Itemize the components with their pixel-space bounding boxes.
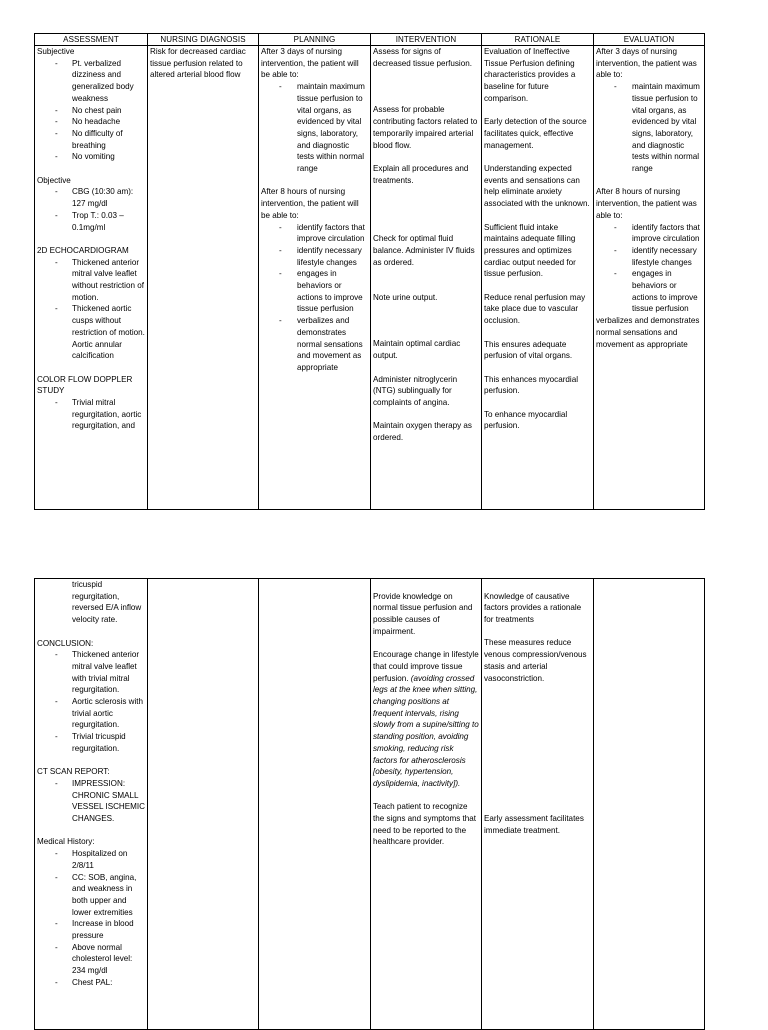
list-item: - No difficulty of breathing xyxy=(37,128,145,151)
intervention-2: Assess for probable contributing factors related to temporarily impaired arterial blood flow. xyxy=(373,105,478,150)
echo-list xyxy=(37,257,145,362)
rationale-6: This ensures adequate perfusion of vital organs. xyxy=(484,339,573,361)
assessment-cell xyxy=(35,46,148,510)
planning-cell xyxy=(259,579,371,1030)
intervention-9: Provide knowledge on normal tissue perfusion and possible causes of impairment. xyxy=(373,591,473,636)
echo-label: 2D ECHOCARDIOGRAM xyxy=(37,245,129,255)
medical-history-label: Medical History: xyxy=(37,837,95,847)
list-item: - Thickened anterior mitral valve leaflet without restriction of motion. xyxy=(37,257,145,304)
list-item: - Thickened anterior mitral valve leaflet with trivial mitral regurgitation. xyxy=(37,649,145,696)
list-item: - engages in behaviors or actions to improve tissue perfusion xyxy=(596,268,702,315)
header-nursing-diagnosis: NURSING DIAGNOSIS xyxy=(148,34,259,46)
list-item: - identify necessary lifestyle changes xyxy=(261,245,368,268)
planning-intro-2: After 8 hours of nursing intervention, the patient will be able to: xyxy=(261,187,359,220)
list-item: - identify necessary lifestyle changes xyxy=(596,245,702,268)
rationale-3: Understanding expected events and sensations can help eliminate anxiety associated with the unknown. xyxy=(484,164,590,209)
ct-scan-list xyxy=(37,778,145,825)
diagnosis-cell xyxy=(148,579,259,1030)
list-item: - IMPRESSION: CHRONIC SMALL VESSEL ISCHEMIC CHANGES. xyxy=(37,778,145,825)
list-item: - Chest PAL: xyxy=(37,977,145,989)
header-row xyxy=(35,34,705,46)
list-item: - engages in behaviors or actions to improve tissue perfusion xyxy=(261,268,368,315)
list-item: - Trop T.: 0.03 – 0.1mg/ml xyxy=(37,210,145,233)
evaluation-cell xyxy=(594,46,705,510)
rationale-8: To enhance myocardial perfusion. xyxy=(484,409,568,431)
diagnosis-cell xyxy=(148,46,259,510)
evaluation-cell xyxy=(594,579,705,1030)
list-item: - Hospitalized on 2/8/11 xyxy=(37,848,145,871)
evaluation-tail: verbalizes and demonstrates normal sensations and movement as appropriate xyxy=(596,316,700,349)
objective-list xyxy=(37,186,145,233)
rationale-1: Evaluation of Ineffective Tissue Perfusion defining characteristics provides a baseline for future comparison. xyxy=(484,47,576,103)
subjective-label: Subjective xyxy=(37,47,75,56)
list-item: - Increase in blood pressure xyxy=(37,918,145,941)
list-item: - maintain maximum tissue perfusion to vital organs, as evidenced by vital signs, laboratory, and diagnostic tests within normal range xyxy=(261,81,368,175)
care-plan-table-page-2 xyxy=(34,578,705,1030)
evaluation-list-2 xyxy=(596,222,702,316)
planning-list-2 xyxy=(261,222,368,374)
assessment-cell xyxy=(35,579,148,1030)
intervention-cell xyxy=(371,46,482,510)
list-item: - Thickened aortic cusps without restriction of motion. Aortic annular calcification xyxy=(37,303,145,362)
rationale-10: These measures reduce venous compression/venous stasis and arterial vasoconstriction. xyxy=(484,638,587,683)
list-item: - Trivial tricuspid regurgitation. xyxy=(37,731,145,754)
objective-label: Objective xyxy=(37,175,71,185)
medical-history-list xyxy=(37,848,145,988)
assessment-continued-text: tricuspid regurgitation, reversed E/A inflow velocity rate. xyxy=(72,580,142,625)
intervention-8: Maintain oxygen therapy as ordered. xyxy=(373,421,472,443)
list-item: - identify factors that improve circulation xyxy=(596,222,702,245)
intervention-1: Assess for signs of decreased tissue perfusion. xyxy=(373,47,472,68)
header-assessment: ASSESSMENT xyxy=(35,34,148,46)
intervention-cell xyxy=(371,579,482,1030)
intervention-5: Note urine output. xyxy=(373,292,438,302)
evaluation-intro-1: After 3 days of nursing intervention, the patient was able to: xyxy=(596,47,697,80)
rationale-4: Sufficient fluid intake maintains adequate filling pressures and optimizes cardiac output needed for tissue perfusion. xyxy=(484,222,576,279)
evaluation-intro-2: After 8 hours of nursing intervention, the patient was able to: xyxy=(596,187,697,220)
intervention-4: Check for optimal fluid balance. Administer IV fluids as ordered. xyxy=(373,234,475,267)
rationale-cell xyxy=(482,46,594,510)
evaluation-list-1 xyxy=(596,81,702,175)
content-row xyxy=(35,46,705,510)
rationale-5: Reduce renal perfusion may take place due to vascular occlusion. xyxy=(484,292,586,326)
header-intervention: INTERVENTION xyxy=(371,34,482,46)
intervention-10 xyxy=(373,649,479,789)
planning-intro-1: After 3 days of nursing intervention, the patient will be able to: xyxy=(261,47,359,80)
list-item: - maintain maximum tissue perfusion to vital organs, as evidenced by vital signs, laboratory, and diagnostic tests within normal range xyxy=(596,81,702,175)
ct-scan-label: CT SCAN REPORT: xyxy=(37,767,110,777)
intervention-10-text: Encourage change in lifestyle that could improve tissue perfusion. xyxy=(373,650,479,683)
subjective-list xyxy=(37,58,145,163)
list-item: - No headache xyxy=(37,116,145,128)
intervention-3: Explain all procedures and treatments. xyxy=(373,163,469,185)
conclusion-label: CONCLUSION: xyxy=(37,638,94,648)
list-item: - verbalizes and demonstrates normal sensations and movement as appropriate xyxy=(261,315,368,374)
planning-cell xyxy=(259,46,371,510)
conclusion-list xyxy=(37,649,145,754)
list-item: - Aortic sclerosis with trivial aortic regurgitation. xyxy=(37,696,145,731)
rationale-cell xyxy=(482,579,594,1030)
rationale-2: Early detection of the source facilitates quick, effective management. xyxy=(484,117,587,150)
content-row xyxy=(35,579,705,1030)
intervention-11: Teach patient to recognize the signs and symptoms that need to be reported to the healthcare provider. xyxy=(373,802,477,847)
rationale-7: This enhances myocardial perfusion. xyxy=(484,374,579,396)
list-item: - No vomiting xyxy=(37,151,145,163)
header-planning: PLANNING xyxy=(259,34,371,46)
care-plan-table-page-1 xyxy=(34,33,705,510)
intervention-10-examples: (avoiding crossed legs at the knee when sitting, changing positions at frequent intervals, rising slowly from a supine/sitting to standing position, avoiding smoking, reducing risk factors for atherosclerosis [obesity, hypertension, dyslipidemia, inactivity]). xyxy=(373,673,479,788)
intervention-7: Administer nitroglycerin (NTG) sublingually for complaints of angina. xyxy=(373,374,458,407)
planning-list-1 xyxy=(261,81,368,175)
list-item: - Trivial mitral regurgitation, aortic regurgitation, and xyxy=(37,397,145,432)
header-evaluation: EVALUATION xyxy=(594,34,705,46)
list-item: - No chest pain xyxy=(37,105,145,117)
rationale-9: Knowledge of causative factors provides a rationale for treatments xyxy=(484,591,582,625)
list-item: - CBG (10:30 am): 127 mg/dl xyxy=(37,186,145,209)
list-item: - identify factors that improve circulation xyxy=(261,222,368,245)
doppler-label: COLOR FLOW DOPPLER STUDY xyxy=(37,374,133,396)
diagnosis-text: Risk for decreased cardiac tissue perfusion related to altered arterial blood flow xyxy=(150,47,246,80)
intervention-6: Maintain optimal cardiac output. xyxy=(373,339,461,361)
list-item: - Pt. verbalized dizziness and generalized body weakness xyxy=(37,58,145,105)
header-rationale: RATIONALE xyxy=(482,34,594,46)
rationale-11: Early assessment facilitates immediate treatment. xyxy=(484,813,584,835)
list-item: - Above normal cholesterol level: 234 mg/dl xyxy=(37,942,145,977)
doppler-list xyxy=(37,397,145,432)
list-item: - CC: SOB, angina, and weakness in both upper and lower extremities xyxy=(37,872,145,919)
